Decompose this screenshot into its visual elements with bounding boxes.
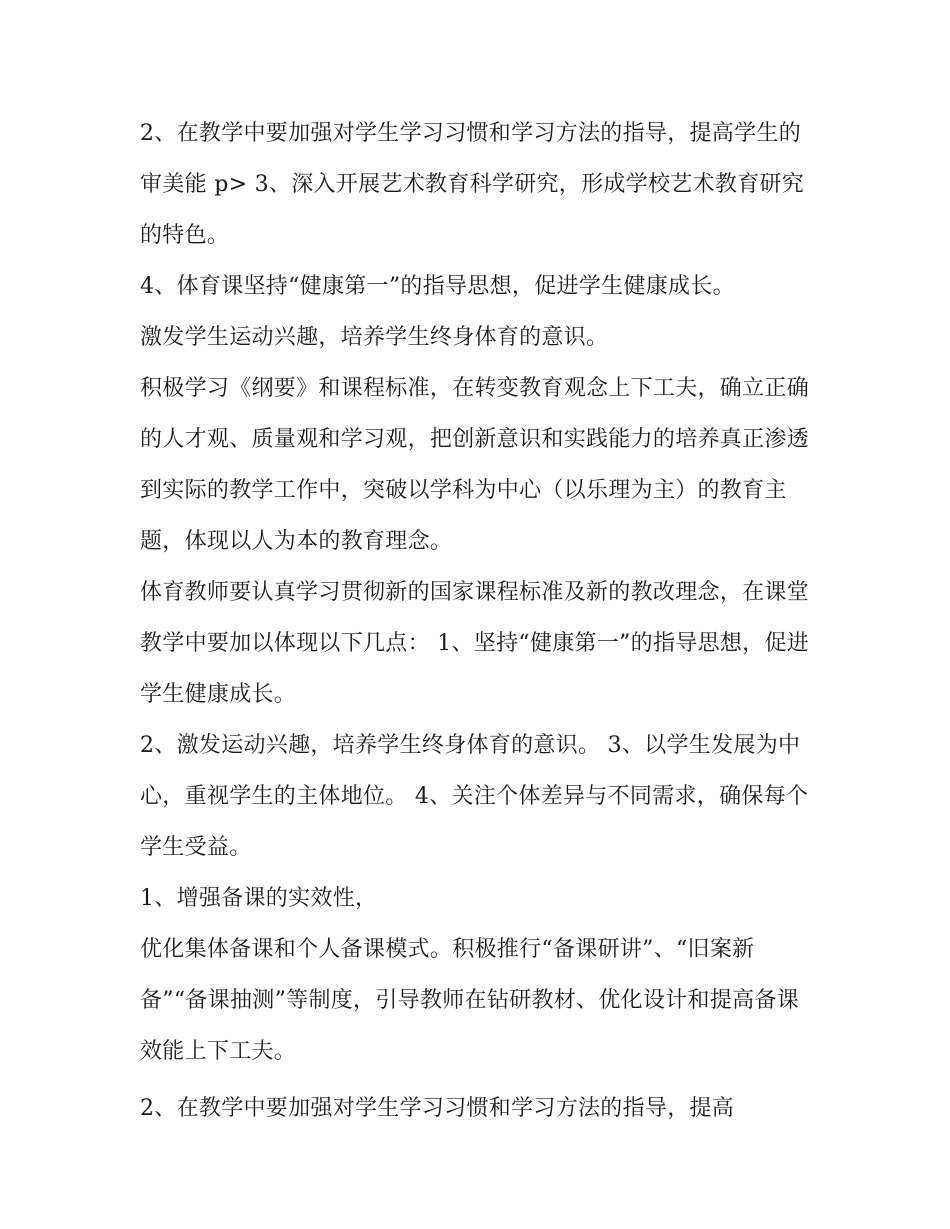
paragraph: 2、在教学中要加强对学生学习习惯和学习方法的指导，提高 <box>140 1096 735 1121</box>
paragraph: 积极学习《纲要》和课程标准，在转变教育观念上下工夫，确立正确的人才观、质量观和学习观，把创新意识和实践能力的培养真正渗透到实际的教学工作中，突破以学科为中心（以乐理为主）的教育主题，体现以人为本的教育理念。 <box>140 376 810 554</box>
paragraph: 1、增强备课的实效性， <box>140 886 378 911</box>
paragraph: 激发学生运动兴趣，培养学生终身体育的意识。 <box>140 325 609 350</box>
paragraph: 2、在教学中要加强对学生学习习惯和学习方法的指导，提高学生的审美能 p> 3、深入开展艺术教育科学研究，形成学校艺术教育研究的特色。 <box>140 121 805 248</box>
document-body <box>140 108 820 1134</box>
paragraph: 2、激发运动兴趣，培养学生终身体育的意识。 3、以学生发展为中心，重视学生的主体地位。 4、关注个体差异与不同需求，确保每个学生受益。 <box>140 733 809 860</box>
paragraph: 4、体育课坚持“健康第一”的指导思想，促进学生健康成长。 <box>140 274 735 299</box>
paragraph: 优化集体备课和个人备课模式。积极推行“备课研讲”、“旧案新备”“备课抽测”等制度，引导教师在钻研教材、优化设计和提高备课效能上下工夫。 <box>140 937 800 1064</box>
paragraph: 体育教师要认真学习贯彻新的国家课程标准及新的教改理念，在课堂教学中要加以体现以下几点： 1、坚持“健康第一”的指导思想，促进学生健康成长。 <box>140 580 810 707</box>
